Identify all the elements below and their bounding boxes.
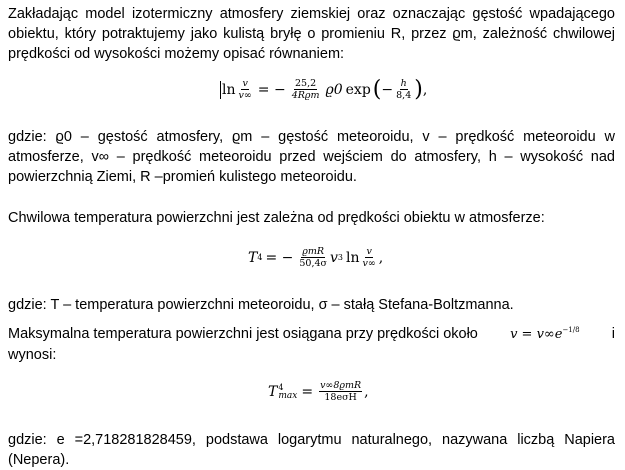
eq1-coef-num: 25,2 (295, 78, 317, 89)
eq1-v-ratio-num: v (242, 78, 248, 89)
where2-paragraph (8, 295, 615, 315)
eq2-coefficient (298, 246, 328, 269)
eq1-v-ratio-den: v∞ (238, 90, 252, 101)
where2-text: gdzie: T – temperatura powierzchni meteoroidu, σ – stałą Stefana-Boltzmanna. (8, 297, 514, 313)
eq1-height-ratio (395, 78, 412, 101)
eq2-lhs-exp: 4 (257, 253, 263, 262)
eq3-num: v∞8ϱmR (320, 380, 362, 391)
eq2-v: v (330, 249, 338, 266)
eq3-equals: = (301, 383, 314, 400)
eq1-exp: exp (345, 81, 371, 98)
eq2-tail: , (378, 249, 384, 266)
eq2-v-ratio-num: v (366, 246, 372, 257)
max-intro-text-c: wynosi: (8, 347, 57, 363)
equation-velocity (220, 78, 427, 101)
intro-paragraph (8, 4, 615, 64)
eq3-lhs-sup: 4 (278, 382, 284, 392)
max-intro-eq-v: v = v∞e (510, 327, 563, 342)
eq1-rho0: ϱ0 (325, 81, 343, 98)
eq1-tail: , (422, 81, 428, 98)
eq1-coefficient (291, 78, 321, 101)
eq1-coef-den: 4Rϱm (291, 90, 320, 101)
eq2-lhs: T (248, 249, 258, 266)
eq1-minus: − (381, 81, 394, 98)
eq3-lhs-sub: max (278, 390, 298, 401)
where3-paragraph (8, 430, 615, 470)
eq3-tail: , (364, 383, 369, 400)
where1-text: gdzie: ϱ0 – gęstość atmosfery, ϱm – gęstość meteoroidu, v – prędkość meteoroidu w atmosferze, v∞ – prędkość meteoroidu przed wejściem do atmosfery, h – wysokość nad powierzchnią Ziemi, R –promień kulistego meteoroidu. (8, 129, 615, 185)
eq1-h-num: h (400, 78, 407, 89)
intro-text: Zakładając model izotermiczny atmosfery ziemskiej oraz oznaczając gęstość wpadającego obiektu, który potraktujemy jako kulistą bryłę o promieniu R, przez ϱm, zależność chwilowej prędkości od wysokości możemy opisać równaniem: (8, 6, 615, 62)
eq1-v-ratio (238, 78, 253, 101)
eq3-lhs-scripts (278, 383, 297, 401)
equation-max-temperature (268, 380, 369, 403)
eq1-ln: ln (222, 81, 236, 98)
max-intro-text-b: i (611, 326, 615, 342)
temp-intro-paragraph (8, 208, 615, 228)
eq3-lhs: T (268, 383, 278, 400)
eq1-h-den: 8,4 (396, 90, 412, 101)
eq3-den: 18eσH (324, 392, 357, 403)
eq1-rparen: ) (414, 76, 423, 102)
max-intro-line (8, 320, 615, 345)
eq2-ln: ln (346, 249, 360, 266)
equation-temperature (248, 246, 383, 269)
eq2-v-exp: 3 (337, 253, 344, 262)
eq2-coef-den: 50,4σ (299, 258, 327, 269)
max-intro-text-a: Maksymalna temperatura powierzchni jest osiągana przy prędkości około (8, 326, 478, 342)
eq1-lparen: ( (372, 76, 382, 102)
text-cursor (220, 81, 221, 99)
eq1-equals: = − (257, 81, 286, 98)
eq2-coef-num: ϱmR (302, 246, 325, 257)
temp-intro-text: Chwilowa temperatura powierzchni jest zależna od prędkości obiektu w atmosferze: (8, 210, 545, 226)
max-intro-paragraph (8, 320, 615, 365)
eq2-v-ratio (362, 246, 377, 269)
eq2-equals: = − (265, 249, 294, 266)
max-intro-eq (510, 320, 580, 345)
eq3-fraction (319, 380, 362, 403)
where3-text: gdzie: e =2,718281828459, podstawa logarytmu naturalnego, nazywana liczbą Napiera (Nepera). (8, 432, 615, 468)
max-intro-eq-exp: −1/8 (562, 326, 580, 334)
where1-paragraph (8, 127, 615, 187)
eq2-v-ratio-den: v∞ (362, 258, 376, 269)
